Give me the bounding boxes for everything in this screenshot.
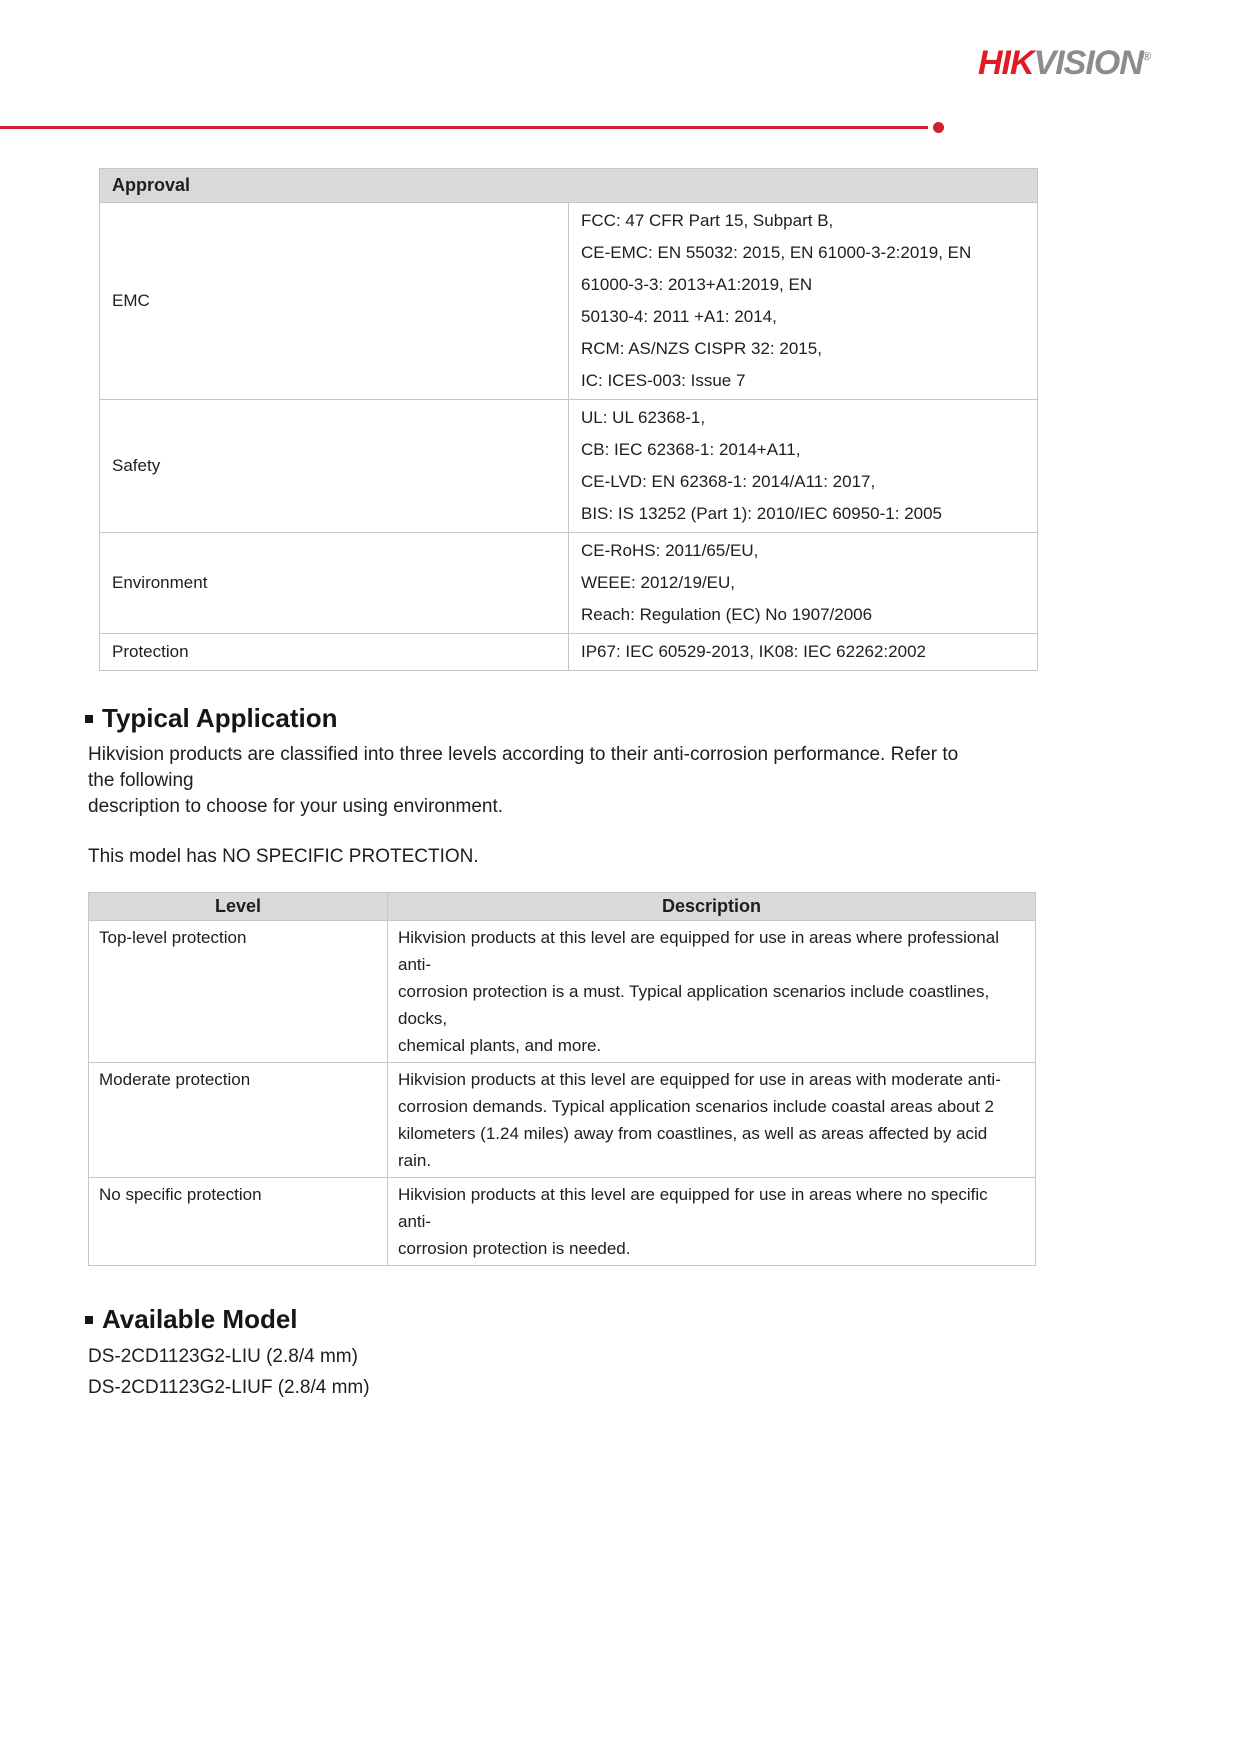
value-line: BIS: IS 13252 (Part 1): 2010/IEC 60950-1: 2005 xyxy=(581,504,943,523)
row-label-environment: Environment xyxy=(100,533,569,634)
row-value-emc xyxy=(569,203,1038,400)
table-row xyxy=(100,400,1038,533)
description-cell xyxy=(388,921,1036,1063)
table-row xyxy=(89,1178,1036,1266)
protection-note: This model has NO SPECIFIC PROTECTION. xyxy=(88,846,479,867)
model-list xyxy=(88,1341,1241,1403)
level-column-header: Level xyxy=(89,893,388,921)
table-header-row xyxy=(100,169,1038,203)
typical-application-intro xyxy=(88,742,988,820)
description-line: kilometers (1.24 miles) away from coastlines, as well as areas affected by acid rain. xyxy=(398,1124,988,1170)
section-heading-text: Available Model xyxy=(102,1304,298,1334)
description-line: Hikvision products at this level are equipped for use in areas with moderate anti- xyxy=(398,1070,1001,1089)
approval-table-title: Approval xyxy=(100,169,1038,203)
value-line: UL: UL 62368-1, xyxy=(581,408,706,427)
description-line: chemical plants, and more. xyxy=(398,1036,602,1055)
model-item: DS-2CD1123G2-LIUF (2.8/4 mm) xyxy=(88,1377,370,1398)
value-line: CB: IEC 62368-1: 2014+A11, xyxy=(581,440,801,459)
intro-line: Hikvision products are classified into three levels according to their anti-corrosion performance. Refer to the following xyxy=(88,744,959,791)
value-line: FCC: 47 CFR Part 15, Subpart B, xyxy=(581,211,834,230)
value-line: 50130-4: 2011 +A1: 2014, xyxy=(581,307,777,326)
row-value-safety xyxy=(569,400,1038,533)
intro-line: description to choose for your using environment. xyxy=(88,796,504,817)
value-line: CE-EMC: EN 55032: 2015, EN 61000-3-2:2019, EN 61000-3-3: 2013+A1:2019, EN xyxy=(581,243,972,294)
section-heading-text: Typical Application xyxy=(102,703,338,733)
row-label-protection: Protection xyxy=(100,634,569,671)
table-row xyxy=(89,1063,1036,1178)
registered-trademark-icon: ® xyxy=(1142,51,1151,63)
row-label-safety: Safety xyxy=(100,400,569,533)
value-line: WEEE: 2012/19/EU, xyxy=(581,573,736,592)
level-description-table xyxy=(88,892,1036,1266)
available-model-heading xyxy=(85,1304,1241,1335)
table-row xyxy=(100,634,1038,671)
value-line: CE-LVD: EN 62368-1: 2014/A11: 2017, xyxy=(581,472,876,491)
description-line: corrosion demands. Typical application scenarios include coastal areas about 2 xyxy=(398,1097,994,1116)
description-line: Hikvision products at this level are equipped for use in areas where no specific anti- xyxy=(398,1185,988,1231)
logo-vision-text: VISION xyxy=(1033,44,1143,82)
description-line: corrosion protection is needed. xyxy=(398,1239,631,1258)
section-bullet-icon xyxy=(85,715,93,723)
table-row xyxy=(100,203,1038,400)
description-cell xyxy=(388,1178,1036,1266)
approval-table xyxy=(99,168,1038,671)
level-cell: Top-level protection xyxy=(89,921,388,1063)
table-row xyxy=(100,533,1038,634)
description-line: corrosion protection is a must. Typical application scenarios include coastlines, docks, xyxy=(398,982,990,1028)
level-cell: No specific protection xyxy=(89,1178,388,1266)
row-label-emc: EMC xyxy=(100,203,569,400)
row-value-protection xyxy=(569,634,1038,671)
level-cell: Moderate protection xyxy=(89,1063,388,1178)
description-column-header: Description xyxy=(388,893,1036,921)
description-line: Hikvision products at this level are equipped for use in areas where professional anti- xyxy=(398,928,999,974)
model-item: DS-2CD1123G2-LIU (2.8/4 mm) xyxy=(88,1346,358,1367)
section-bullet-icon xyxy=(85,1316,93,1324)
typical-application-heading xyxy=(85,703,1241,734)
table-row xyxy=(89,921,1036,1063)
row-value-environment xyxy=(569,533,1038,634)
table-header-row xyxy=(89,893,1036,921)
logo-hik-text: HIK xyxy=(978,44,1034,82)
value-line: IP67: IEC 60529-2013, IK08: IEC 62262:2002 xyxy=(581,642,926,661)
value-line: IC: ICES-003: Issue 7 xyxy=(581,371,746,390)
value-line: Reach: Regulation (EC) No 1907/2006 xyxy=(581,605,873,624)
description-cell xyxy=(388,1063,1036,1178)
value-line: CE-RoHS: 2011/65/EU, xyxy=(581,541,759,560)
value-line: RCM: AS/NZS CISPR 32: 2015, xyxy=(581,339,822,358)
